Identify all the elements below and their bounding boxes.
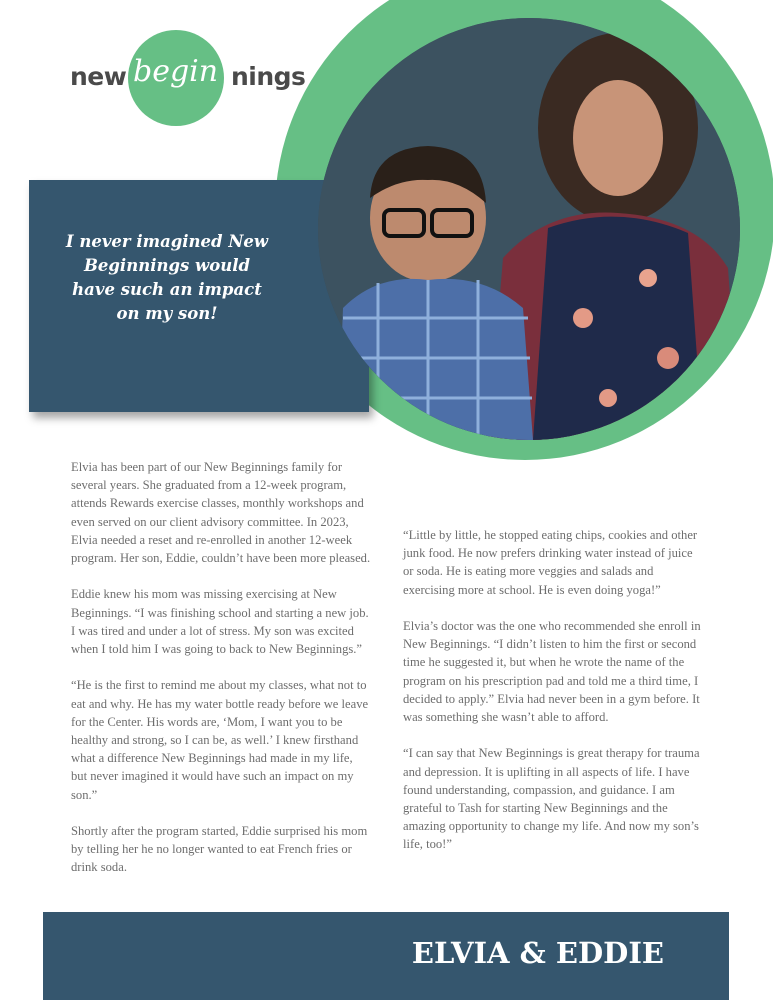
photo-illustration — [318, 18, 740, 440]
footer-banner — [43, 912, 729, 1000]
paragraph: Elvia’s doctor was the one who recommended she enroll in New Beginnings. “I didn’t listen to him the first or second time he suggested it, but when he wrote the name of the program on his prescription pad and told me a third time, I decided to apply.” Elvia had never been in a gym before. It was something she wasn’t able to afford. — [403, 619, 701, 725]
banner-title: ELVIA & EDDIE — [411, 936, 664, 970]
paragraph: Shortly after the program started, Eddie surprised his mom by telling her he no longer wanted to eat French fries or drink soda. — [71, 824, 368, 875]
paragraph: “Little by little, he stopped eating chips, cookies and other junk food. He now prefers drinking water instead of juice or soda. He is eating more veggies and salads and exercising more at school. He is even doing yoga!” — [403, 528, 698, 597]
story-column-right — [403, 526, 703, 872]
pull-quote: I never imagined New Beginnings would have such an impact on my son! — [65, 232, 269, 323]
logo-text-nings: nings — [231, 62, 306, 91]
new-beginnings-logo — [68, 30, 308, 128]
logo-text-new: new — [70, 62, 127, 91]
paragraph: “He is the first to remind me about my classes, what not to eat and why. He has my water bottle ready before we leave for the Center. His words are, ‘Mom, I want you to be healthy and strong, so I can be, as well.’ I knew firsthand what a difference New Beginnings had made in my life, but never imagined it would have such an impact on my son.” — [71, 678, 369, 802]
paragraph: Elvia has been part of our New Beginnings family for several years. She graduated from a 12-week program, attends Rewards exercise classes, monthly workshops and even served on our client advisory committee. In 2023, Elvia needed a reset and re-enrolled in another 12-week program. Her son, Eddie, couldn’t have been more pleased. — [71, 460, 371, 566]
photo-elvia-and-eddie — [318, 18, 740, 440]
paragraph: Eddie knew his mom was missing exercising at New Beginnings. “I was finishing school and starting a new job. I was tired and under a lot of stress. My son was excited when I told him I was going to back to New Beginnings.” — [71, 587, 369, 657]
paragraph: “I can say that New Beginnings is great therapy for trauma and depression. It is uplifting in all aspects of life. I have found understanding, compassion, and guidance. I am grateful to Tash for starting New Beginnings and the amazing opportunity to change my life. And now my son’s life, too!” — [403, 746, 700, 852]
logo-text-begin: begin — [133, 54, 219, 89]
story-column-left — [71, 458, 371, 895]
